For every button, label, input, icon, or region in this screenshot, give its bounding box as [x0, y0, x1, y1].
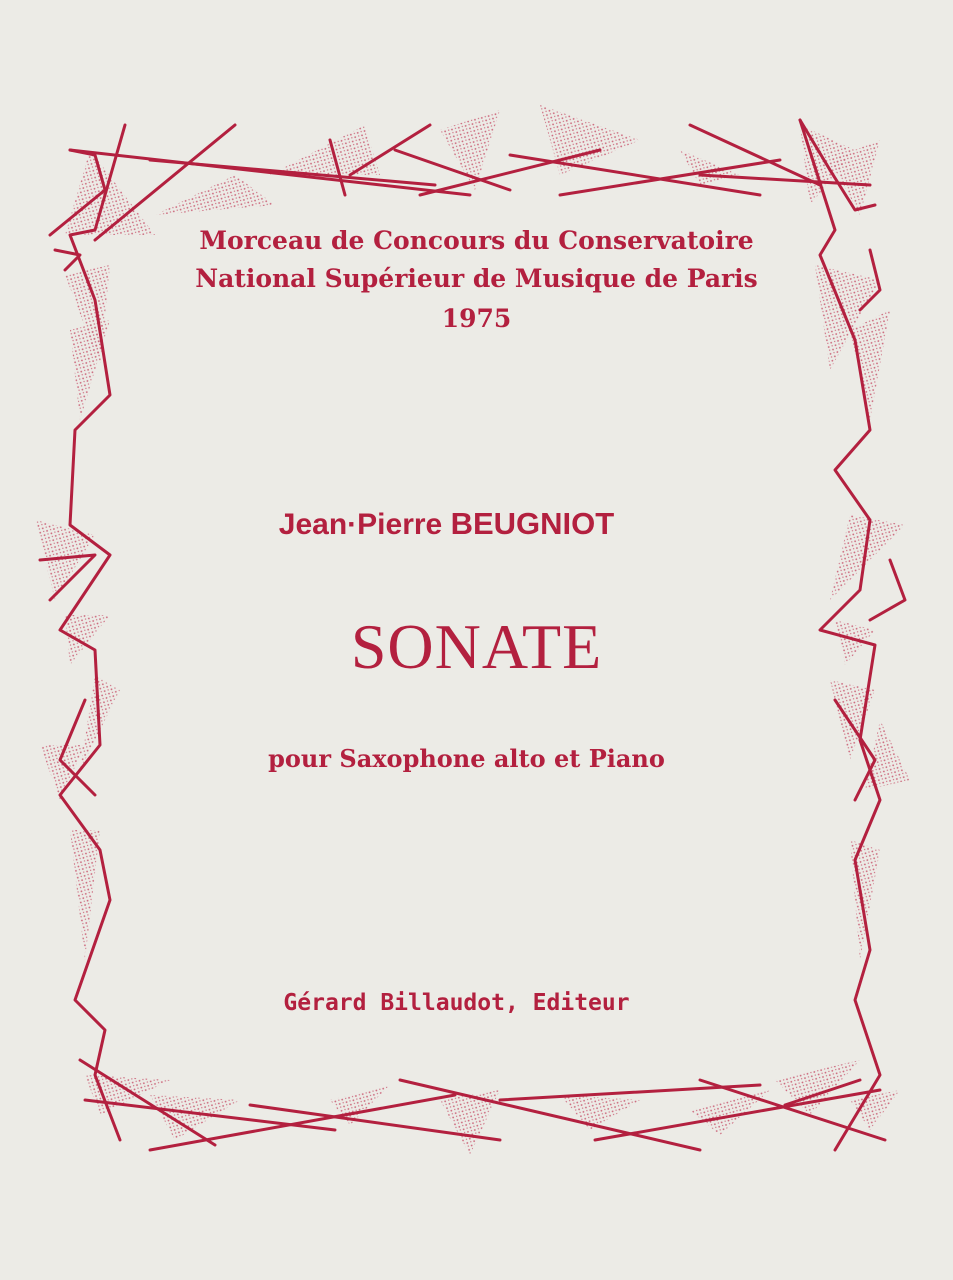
composer-first-name: Jean·Pierre: [278, 508, 443, 541]
composer-name: [0, 506, 923, 542]
instrumentation: pour Saxophone alto et Piano: [268, 744, 665, 773]
publisher: Gérard Billaudot, Editeur: [283, 990, 630, 1016]
composer-last-name: BEUGNIOT: [450, 506, 615, 541]
header-line-2: National Supérieur de Musique de Paris: [195, 264, 758, 293]
header-line-1: Morceau de Concours du Conservatoire: [199, 226, 754, 255]
header-year: 1975: [441, 304, 512, 333]
work-title: SONATE: [350, 611, 603, 682]
